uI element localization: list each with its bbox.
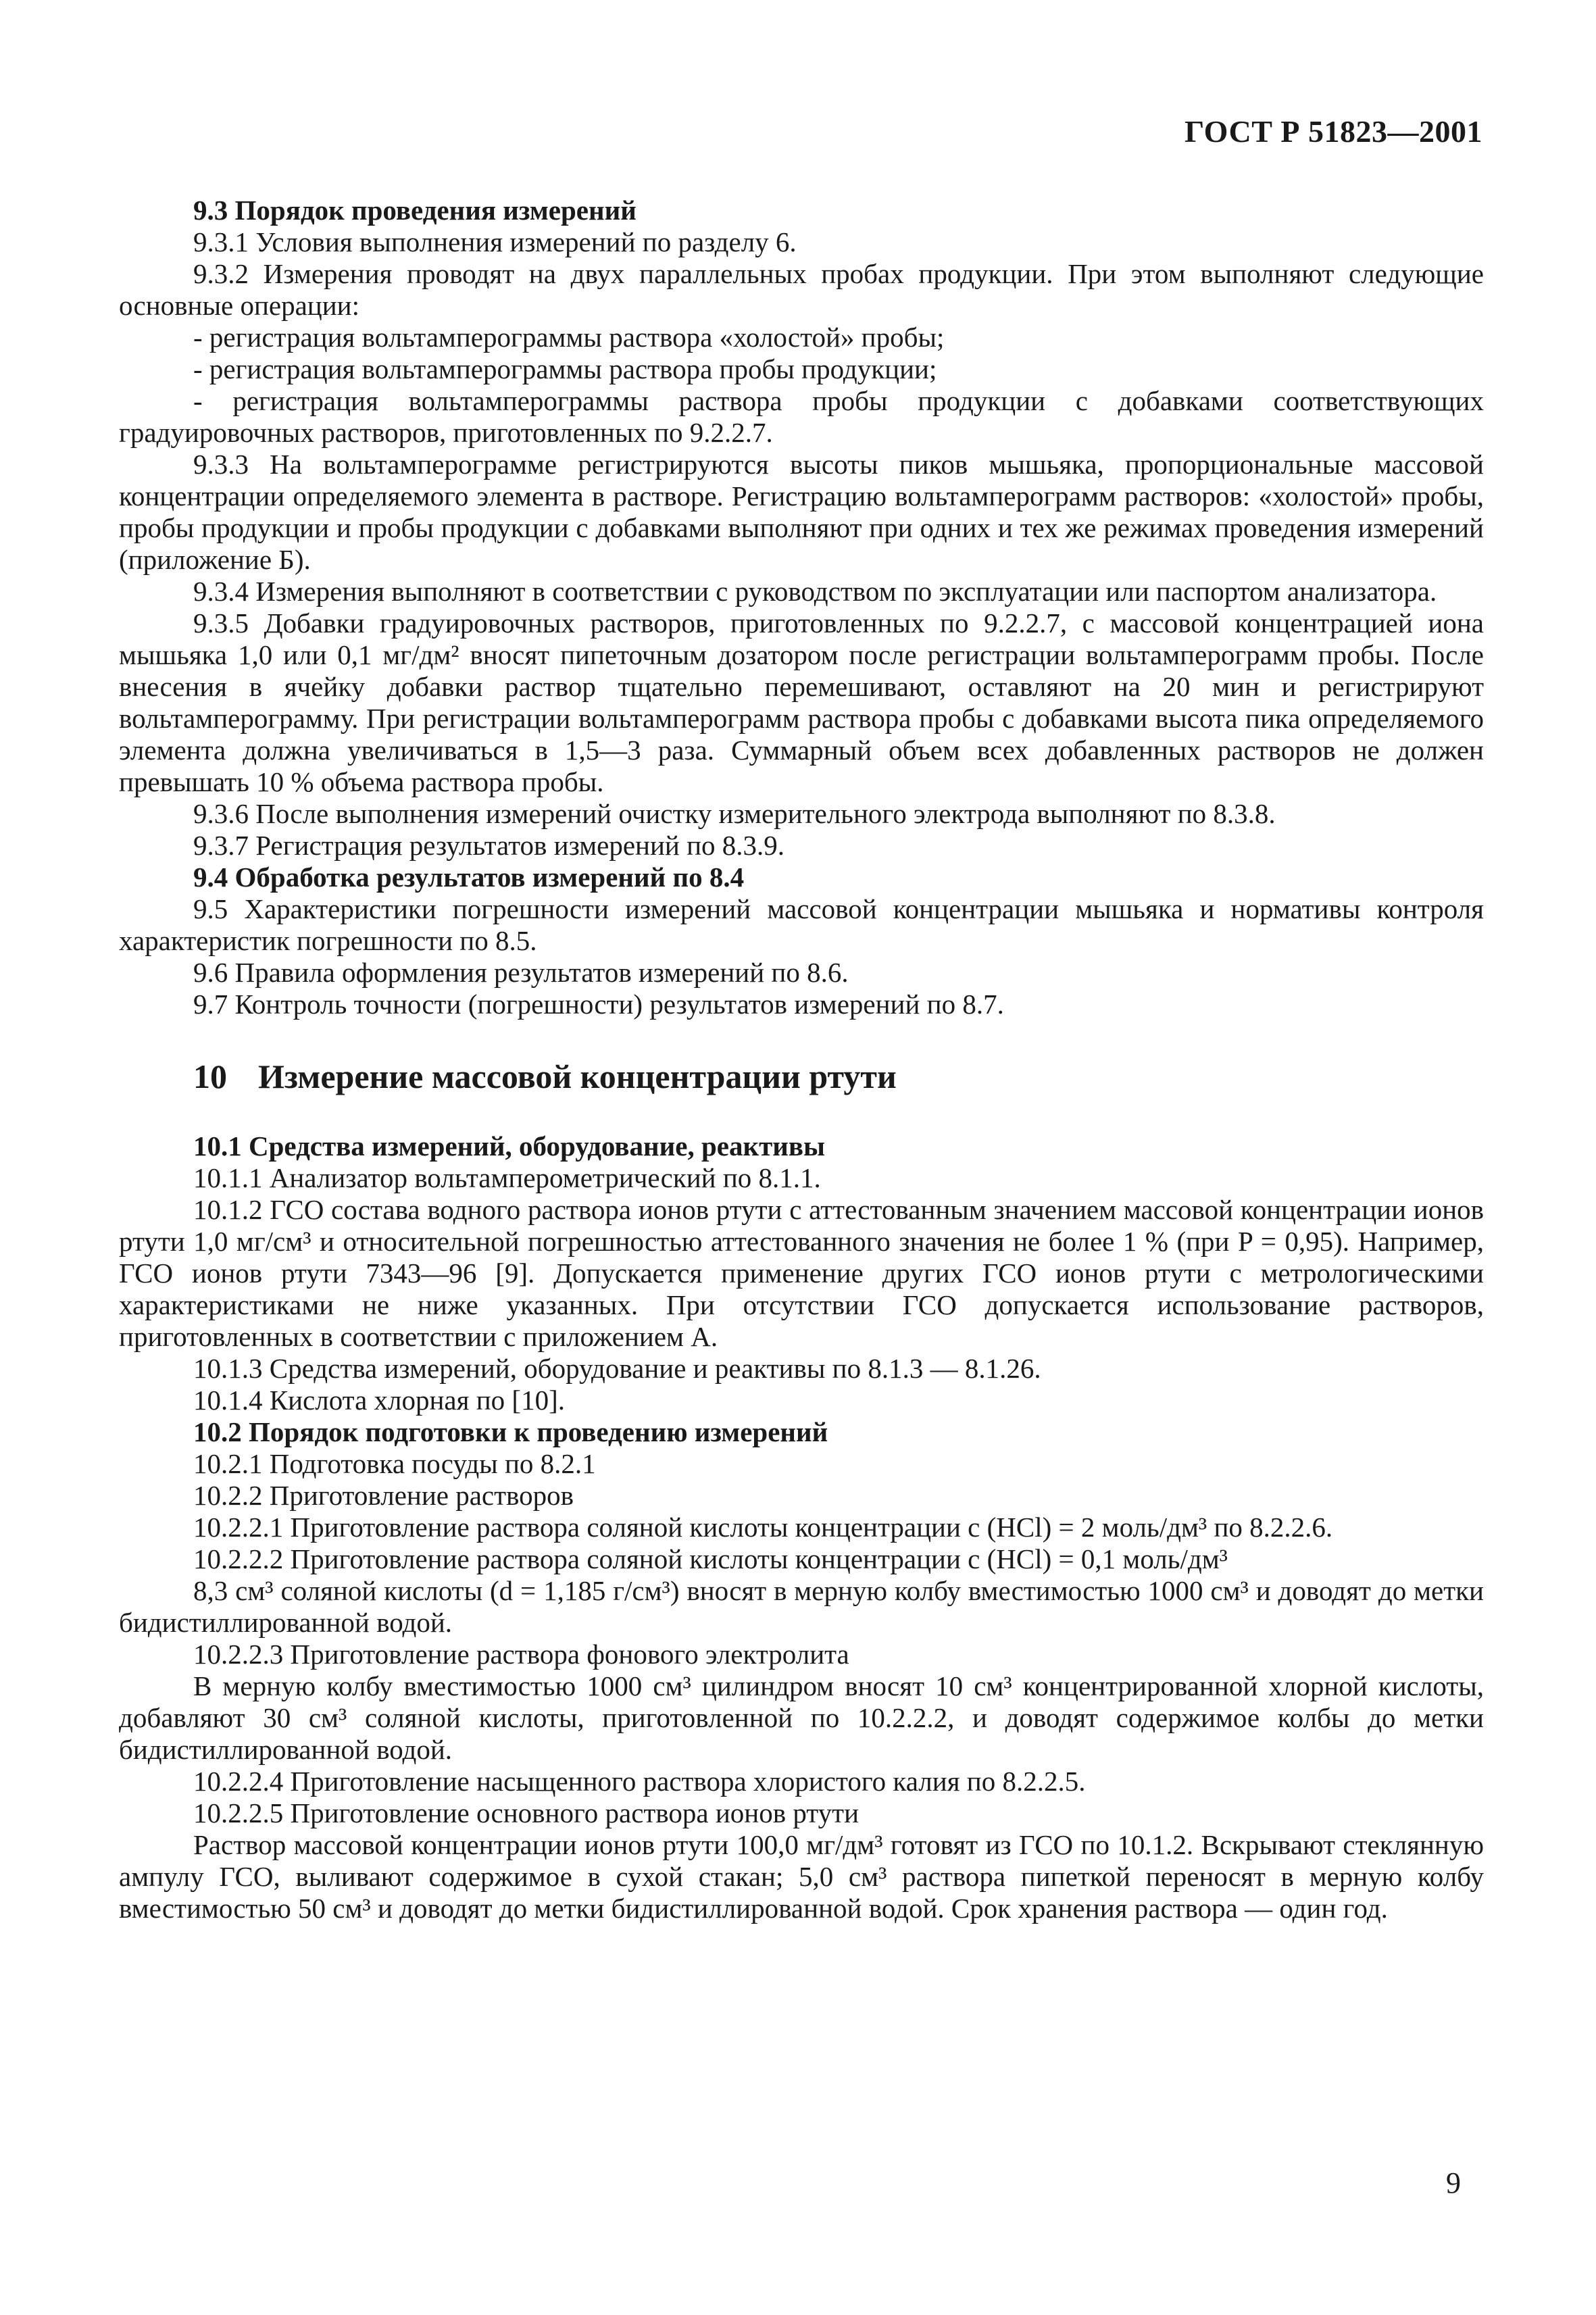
- chapter-number: 10: [193, 1057, 227, 1095]
- paragraph: 9.3.2 Измерения проводят на двух параллельных пробах продукции. При этом выполняют следующие основные операции:: [119, 258, 1484, 321]
- paragraph: 10.2.2.1 Приготовление раствора соляной кислоты концентрации c (HCl) = 2 моль/дм³ по 8.2.2.6.: [193, 1512, 1333, 1543]
- paragraph: 9.5 Характеристики погрешности измерений массовой концентрации мышьяка и нормативы контроля характеристик погрешности по 8.5.: [119, 893, 1484, 956]
- paragraph: 9.6 Правила оформления результатов измерений по 8.6.: [193, 957, 849, 988]
- document-body: [119, 195, 1484, 1924]
- paragraph: 10.1.2 ГСО состава водного раствора ионов ртути с аттестованным значением массовой концентрации ионов ртути 1,0 мг/см³ и относительной погрешностью аттестованного значения не более 1 % (при P = 0,95). Например, ГСО ионов ртути 7343—96 [9]. Допускается применение других ГСО ионов ртути с метрологическими характеристиками не ниже указанных. При отсутствии ГСО допускается использование растворов, приготовленных в соответствии с приложением А.: [119, 1194, 1484, 1352]
- paragraph: 10.2.2.2 Приготовление раствора соляной кислоты концентрации c (HCl) = 0,1 моль/дм³: [193, 1543, 1228, 1574]
- paragraph: 10.2.1 Подготовка посуды по 8.2.1: [193, 1448, 596, 1479]
- page-number: 9: [1446, 2166, 1461, 2199]
- paragraph: 10.2.2 Приготовление растворов: [193, 1480, 574, 1511]
- paragraph: 10.2.2.4 Приготовление насыщенного раствора хлористого калия по 8.2.2.5.: [193, 1766, 1086, 1797]
- list-item: - регистрация вольтамперограммы раствора пробы продукции с добавками соответствующих градуировочных растворов, приготовленных по 9.2.2.7.: [119, 385, 1484, 448]
- list-item: - регистрация вольтамперограммы раствора «холостой» пробы;: [193, 322, 945, 353]
- paragraph: 9.3.3 На вольтамперограмме регистрируются высоты пиков мышьяка, пропорциональные массовой концентрации определяемого элемента в растворе. Регистрацию вольтамперограмм растворов: «холостой» пробы, пробы продукции и пробы продукции с добавками выполняют при одних и тех же режимах проведения измерений (приложение Б).: [119, 449, 1484, 575]
- paragraph: 9.7 Контроль точности (погрешности) результатов измерений по 8.7.: [193, 989, 1004, 1020]
- paragraph: 9.3.4 Измерения выполняют в соответствии с руководством по эксплуатации или паспортом анализатора.: [193, 576, 1437, 607]
- paragraph: 9.3.7 Регистрация результатов измерений по 8.3.9.: [193, 830, 785, 861]
- paragraph: 9.3.1 Условия выполнения измерений по разделу 6.: [193, 226, 797, 257]
- paragraph: Раствор массовой концентрации ионов ртути 100,0 мг/дм³ готовят из ГСО по 10.1.2. Вскрывают стеклянную ампулу ГСО, выливают содержимое в сухой стакан; 5,0 см³ раствора пипеткой переносят в мерную колбу вместимостью 50 см³ и доводят до метки бидистиллированной водой. Срок хранения раствора — один год.: [119, 1829, 1484, 1924]
- paragraph: 10.1.3 Средства измерений, оборудование и реактивы по 8.1.3 — 8.1.26.: [193, 1353, 1041, 1384]
- paragraph: 10.1.1 Анализатор вольтамперометрический по 8.1.1.: [193, 1162, 821, 1193]
- paragraph: В мерную колбу вместимостью 1000 см³ цилиндром вносят 10 см³ концентрированной хлорной кислоты, добавляют 30 см³ соляной кислоты, приготовленной по 10.2.2.2, и доводят содержимое колбы до метки бидистиллированной водой.: [119, 1670, 1484, 1765]
- chapter-title: Измерение массовой концентрации ртути: [258, 1057, 897, 1095]
- section-heading: 10.1 Средства измерений, оборудование, реактивы: [193, 1130, 826, 1162]
- section-heading: 9.3 Порядок проведения измерений: [193, 195, 637, 226]
- paragraph: 9.3.5 Добавки градуировочных растворов, приготовленных по 9.2.2.7, с массовой концентрацией иона мышьяка 1,0 или 0,1 мг/дм² вносят пипеточным дозатором после регистрации вольтамперограмм пробы. После внесения в ячейку добавки раствор тщательно перемешивают, оставляют на 20 мин и регистрируют вольтамперограмму. При регистрации вольтамперограмм раствора пробы с добавками высота пика определяемого элемента должна увеличиваться в 1,5—3 раза. Суммарный объем всех добавленных растворов не должен превышать 10 % объема раствора пробы.: [119, 607, 1484, 797]
- paragraph: 8,3 см³ соляной кислоты (d = 1,185 г/см³) вносят в мерную колбу вместимостью 1000 см³ и доводят до метки бидистиллированной водой.: [119, 1575, 1484, 1638]
- paragraph: 10.2.2.5 Приготовление основного раствора ионов ртути: [193, 1797, 859, 1828]
- list-item: - регистрация вольтамперограммы раствора пробы продукции;: [193, 353, 937, 384]
- paragraph: 10.1.4 Кислота хлорная по [10].: [193, 1385, 565, 1416]
- doc-code-header: ГОСТ Р 51823—2001: [1184, 114, 1482, 149]
- paragraph: 10.2.2.3 Приготовление раствора фонового электролита: [193, 1639, 849, 1670]
- section-heading: 10.2 Порядок подготовки к проведению измерений: [193, 1416, 828, 1447]
- section-heading: 9.4 Обработка результатов измерений по 8.4: [193, 862, 745, 893]
- chapter-heading: [193, 1057, 1484, 1095]
- paragraph: 9.3.6 После выполнения измерений очистку измерительного электрода выполняют по 8.3.8.: [193, 798, 1276, 829]
